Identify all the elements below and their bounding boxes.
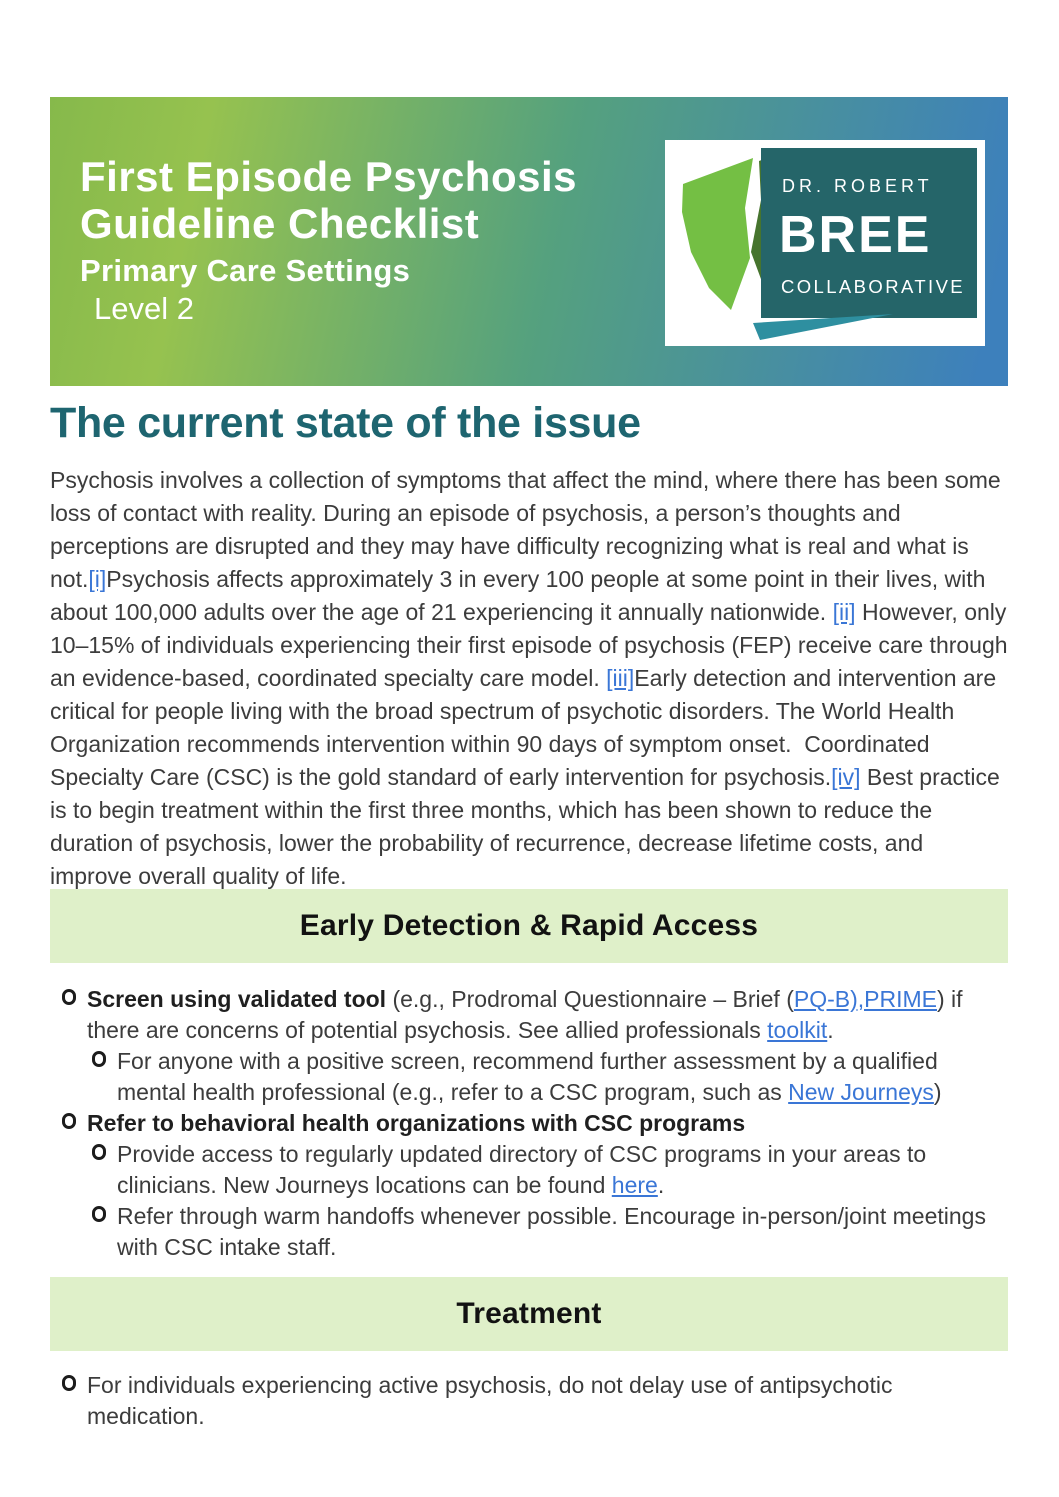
checkbox-icon[interactable]	[92, 1206, 106, 1222]
checklist-item-screen-tool	[62, 984, 1008, 1046]
inline-link[interactable]: [ii]	[832, 599, 856, 625]
header-text-block	[80, 153, 577, 327]
checklist-treatment	[62, 1370, 1008, 1432]
checklist-item-text	[117, 1139, 1008, 1201]
checklist-item-text	[117, 1046, 1008, 1108]
inline-link[interactable]: New Journeys	[788, 1079, 934, 1105]
text-segment: .	[827, 1017, 834, 1043]
section-banner-early-detection	[50, 889, 1008, 963]
checklist-item-text	[117, 1201, 1008, 1263]
inline-link[interactable]: here	[611, 1172, 658, 1198]
section-banner-treatment	[50, 1277, 1008, 1351]
document-title-line1: First Episode Psychosis	[80, 153, 578, 200]
intro-paragraph	[50, 464, 1009, 893]
checklist-item-directory	[92, 1139, 1008, 1201]
checkbox-icon[interactable]	[92, 1051, 106, 1067]
checklist-item-positive-screen	[92, 1046, 1008, 1108]
logo-graphic	[665, 140, 985, 346]
checklist-item-text	[87, 1370, 1008, 1432]
text-segment: Psychosis involves a collection of symptoms that affect the mind, where there has been some loss of contact with reality. During an episode of psychosis, a person’s thoughts and perceptions are disrupted and they may have difficulty recognizing what is real and what is not.	[50, 467, 1001, 592]
text-segment: Refer through warm handoffs whenever possible. Encourage in-person/joint meetings with CSC intake staff.	[117, 1203, 986, 1260]
logo-line1-text: DR. ROBERT	[782, 176, 933, 196]
text-segment: Best practice is to begin treatment within the first three months, which has been shown to reduce the duration of psychosis, lower the probability of recurrence, decrease lifetime costs, and improve overall quality of life.	[50, 764, 1000, 889]
document-subtitle: Primary Care Settings	[80, 253, 411, 288]
text-segment: ) if there are concerns of potential psychosis. See allied professionals	[87, 986, 963, 1043]
section-heading-current-state: The current state of the issue	[50, 399, 641, 447]
text-segment: (e.g., Prodromal Questionnaire – Brief (	[386, 986, 794, 1012]
inline-link[interactable]: [iii]	[606, 665, 635, 691]
bree-collaborative-logo	[665, 140, 985, 346]
checklist-item-antipsychotic	[62, 1370, 1008, 1432]
logo-line3-text: COLLABORATIVE	[781, 276, 966, 297]
inline-link[interactable]: PQ-B),PRIME	[793, 986, 937, 1012]
checkbox-icon[interactable]	[62, 1113, 76, 1129]
inline-link[interactable]: [iv]	[831, 764, 861, 790]
text-segment: Psychosis affects approximately 3 in every 100 people at some point in their lives, with about 100,000 adults over the age of 21 experiencing it annually nationwide.	[50, 566, 986, 625]
checklist-item-text	[87, 1108, 745, 1139]
checkbox-icon[interactable]	[62, 989, 76, 1005]
checklist-item-refer-csc	[62, 1108, 1008, 1139]
section-banner-treatment-title: Treatment	[456, 1297, 602, 1330]
document-title-line2: Guideline Checklist	[80, 200, 480, 247]
logo-line2-text: BREE	[779, 206, 932, 264]
section-banner-early-detection-title: Early Detection & Rapid Access	[299, 909, 759, 942]
header-banner	[50, 97, 1008, 386]
text-segment: Screen using validated tool	[87, 986, 387, 1012]
inline-link[interactable]: [i]	[88, 566, 107, 592]
text-segment: .	[657, 1172, 665, 1198]
checklist-early-detection	[62, 984, 1008, 1263]
checklist-item-warm-handoffs	[92, 1201, 1008, 1263]
checkbox-icon[interactable]	[62, 1375, 76, 1391]
text-segment: )	[933, 1079, 942, 1105]
text-segment: Early detection and intervention are critical for people living with the broad spectrum of psychotic disorders. The World Health Organization recommends intervention within 90 days of symptom onset. Coordinated Specialty Care (CSC) is the gold standard of early intervention for psychosis.	[50, 665, 997, 790]
text-segment: For individuals experiencing active psychosis, do not delay use of antipsychotic medication.	[87, 1372, 893, 1429]
document-level-label: Level 2	[94, 291, 194, 326]
checklist-item-text	[87, 984, 1008, 1046]
checkbox-icon[interactable]	[92, 1144, 106, 1160]
text-segment: For anyone with a positive screen, recommend further assessment by a qualified mental health professional (e.g., refer to a CSC program, such as	[117, 1048, 938, 1105]
text-segment: Refer to behavioral health organizations with CSC programs	[87, 1110, 746, 1136]
text-segment: However, only 10–15% of individuals experiencing their first episode of psychosis (FEP) receive care through an evidence-based, coordinated specialty care model.	[50, 599, 1008, 691]
text-segment: Provide access to regularly updated directory of CSC programs in your areas to clinicians. New Journeys locations can be found	[117, 1141, 927, 1198]
inline-link[interactable]: toolkit	[767, 1017, 828, 1043]
